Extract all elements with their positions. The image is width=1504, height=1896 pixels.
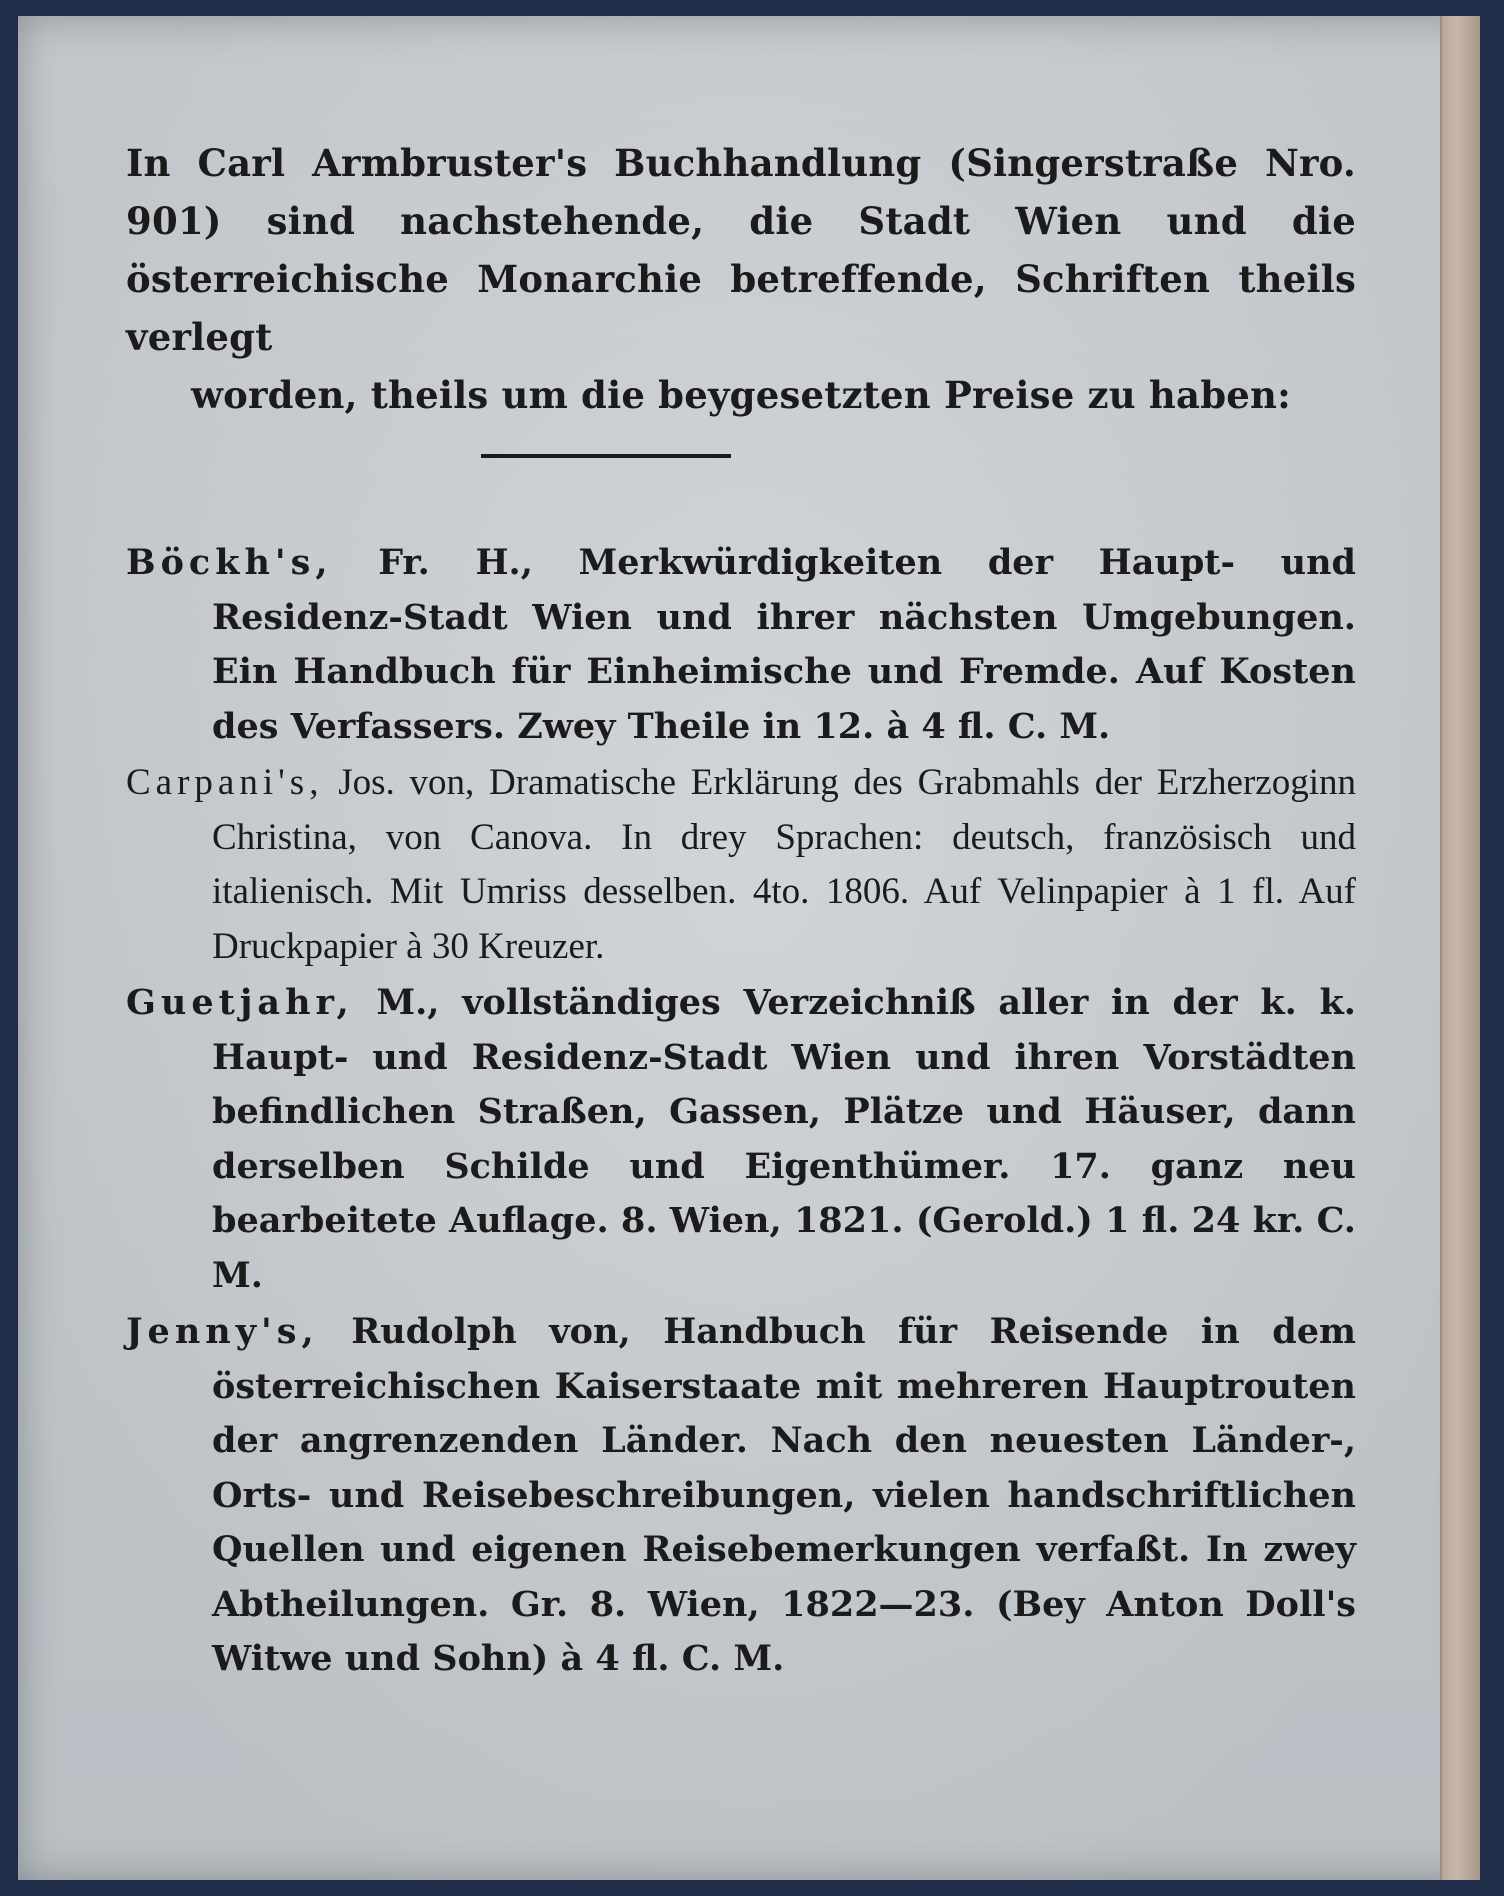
intro-last-line: worden, theils um die beygesetzten Preise zu haben: bbox=[191, 373, 1291, 417]
divider-rule bbox=[481, 454, 731, 458]
page-text bbox=[126, 134, 1356, 1689]
entry-author: Jenny's, bbox=[126, 1311, 319, 1352]
catalog-entry bbox=[126, 1305, 1356, 1687]
entry-author: Böckh's, bbox=[126, 542, 333, 583]
catalog-entry bbox=[126, 756, 1356, 974]
intro-paragraph bbox=[126, 134, 1356, 366]
page-edge bbox=[1440, 16, 1480, 1880]
entry-text: M., vollständiges Verzeichniß aller in der k. k. Haupt- und Residenz-Stadt Wien und ihren Vorstädten befindlichen Straßen, Gassen, Plätze und Häuser, dann derselben Schilde und Eigenthümer. 17. ganz neu bearbeitete Auflage. 8. Wien, 1821. (Gerold.) 1 fl. 24 kr. C. M. bbox=[212, 982, 1356, 1296]
catalog-entries bbox=[126, 536, 1356, 1687]
intro-line-1: In Carl Armbruster's Buchhandlung (Singerstraße Nro. 901) sind nachstehende, die Stadt Wien und die österreichische Monarchie betreffende, Schriften theils verlegt bbox=[126, 141, 1356, 359]
entry-author: Guetjahr, bbox=[126, 982, 354, 1023]
entry-author: Carpani's, bbox=[126, 762, 324, 803]
book-page bbox=[18, 16, 1480, 1880]
catalog-entry bbox=[126, 536, 1356, 754]
entry-text: Jos. von, Dramatische Erklärung des Grabmahls der Erzherzoginn Christina, von Canova. In drey Sprachen: deutsch, französisch und italienisch. Mit Umriss desselben. 4to. 1806. Auf Velinpapier à 1 fl. Auf Druckpapier à 30 Kreuzer. bbox=[212, 762, 1356, 967]
entry-text: Rudolph von, Handbuch für Reisende in dem österreichischen Kaiserstaate mit mehreren Hauptrouten der angrenzenden Länder. Nach den neuesten Länder-, Orts- und Reisebeschreibungen, vielen handschriftlichen Quellen und eigenen Reisebemerkungen verfaßt. In zwey Abtheilungen. Gr. 8. Wien, 1822—23. (Bey Anton Doll's Witwe und Sohn) à 4 fl. C. M. bbox=[212, 1311, 1356, 1679]
catalog-entry bbox=[126, 976, 1356, 1303]
entry-text: Fr. H., Merkwürdigkeiten der Haupt- und Residenz-Stadt Wien und ihrer nächsten Umgebungen. Ein Handbuch für Einheimische und Fremde. Auf Kosten des Verfassers. Zwey Theile in 12. à 4 fl. C. M. bbox=[212, 542, 1356, 747]
